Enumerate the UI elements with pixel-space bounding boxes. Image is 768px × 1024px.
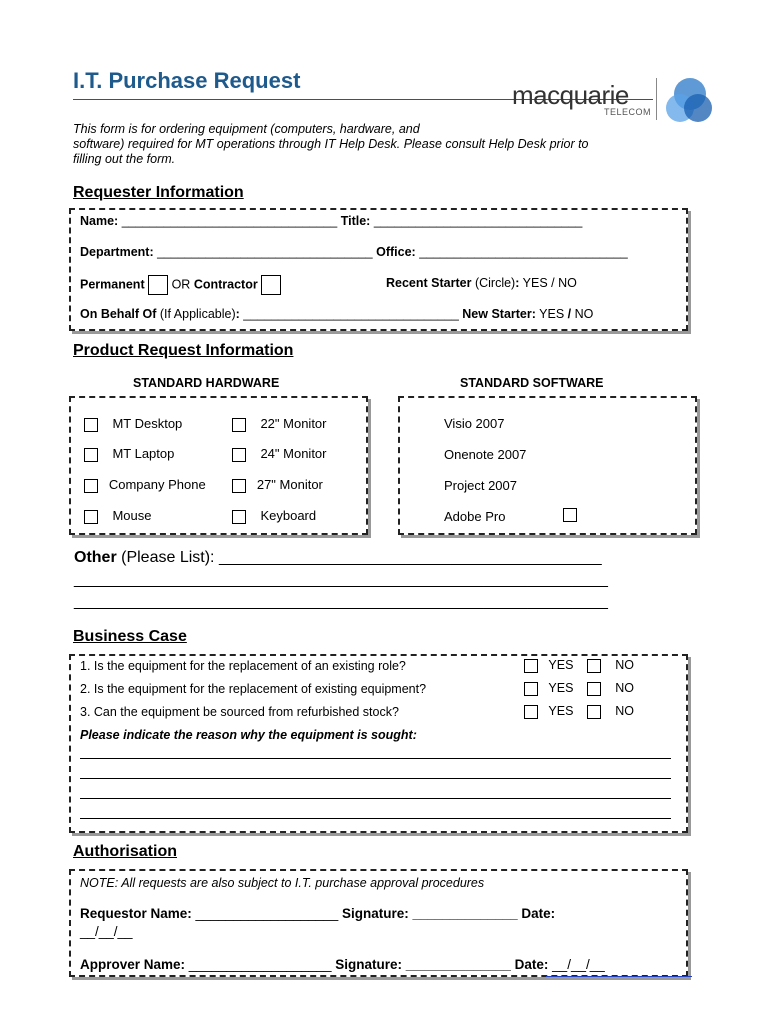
contractor-checkbox[interactable]	[261, 275, 281, 295]
behalf-field[interactable]: _______________________________	[243, 307, 459, 321]
adobe-pro-checkbox[interactable]	[563, 508, 577, 522]
q2-answers: YES NO	[524, 681, 634, 696]
name-field[interactable]: _______________________________	[121, 214, 338, 228]
requestor-signature-field[interactable]: ______________	[412, 906, 518, 921]
logo-divider	[656, 78, 657, 120]
q3-yes-checkbox[interactable]	[524, 705, 538, 719]
q1-yes-checkbox[interactable]	[524, 659, 538, 673]
department-field[interactable]: _______________________________	[157, 245, 373, 259]
behalf-row: On Behalf Of (If Applicable): _______________________________ New Starter: YES / NO	[80, 307, 594, 321]
q1-answers: YES NO	[524, 658, 634, 673]
q1-no-checkbox[interactable]	[587, 659, 601, 673]
software-item: Visio 2007	[444, 416, 505, 431]
software-item: Project 2007	[444, 478, 517, 493]
q2-yes-checkbox[interactable]	[524, 682, 538, 696]
product-heading: Product Request Information	[73, 342, 294, 359]
mouse-checkbox[interactable]	[84, 510, 98, 524]
question-2: 2. Is the equipment for the replacement of existing equipment?	[80, 682, 427, 696]
hardware-heading: STANDARD HARDWARE	[133, 376, 280, 390]
recent-starter-row: Recent Starter (Circle): YES / NO	[386, 276, 577, 290]
q3-no-checkbox[interactable]	[587, 705, 601, 719]
title-field[interactable]: ______________________________	[373, 214, 583, 228]
other-row: Other (Please List): ___________________________________________	[74, 549, 602, 566]
monitor-27-checkbox[interactable]	[232, 479, 246, 493]
question-1: 1. Is the equipment for the replacement of an existing role?	[80, 659, 406, 673]
name-row: Name: _______________________________ Title: ______________________________	[80, 214, 583, 228]
reason-line-4[interactable]	[80, 818, 671, 819]
authorisation-heading: Authorisation	[73, 843, 177, 860]
authorisation-note: NOTE: All requests are also subject to I.T. purchase approval procedures	[80, 876, 485, 890]
new-starter-no[interactable]: NO	[574, 307, 594, 321]
permanent-checkbox[interactable]	[148, 275, 168, 295]
business-case-heading: Business Case	[73, 628, 187, 645]
other-field-3[interactable]: ____________________________________________________________	[74, 593, 608, 610]
hardware-item[interactable]: 24" Monitor	[232, 446, 327, 462]
keyboard-checkbox[interactable]	[232, 510, 246, 524]
software-box	[398, 396, 697, 535]
software-item: Adobe Pro	[444, 509, 506, 524]
reason-line-3[interactable]	[80, 798, 671, 799]
office-field[interactable]: ______________________________	[419, 245, 628, 259]
other-field-1[interactable]: ___________________________________________	[218, 549, 602, 566]
requester-heading: Requester Information	[73, 184, 244, 201]
reason-line-1[interactable]	[80, 758, 671, 759]
monitor-22-checkbox[interactable]	[232, 418, 246, 432]
footer-link-underline	[546, 976, 692, 977]
question-3: 3. Can the equipment be sourced from refurbished stock?	[80, 705, 399, 719]
mt-desktop-checkbox[interactable]	[84, 418, 98, 432]
requestor-name-field[interactable]: ___________________	[195, 906, 339, 921]
reason-prompt: Please indicate the reason why the equipment is sought:	[80, 728, 417, 742]
software-item: Onenote 2007	[444, 447, 527, 462]
hardware-item[interactable]: 27" Monitor	[232, 477, 323, 493]
reason-line-2[interactable]	[80, 778, 671, 779]
q2-no-checkbox[interactable]	[587, 682, 601, 696]
logo-subtitle: TELECOM	[604, 107, 652, 117]
hardware-item[interactable]: Mouse	[84, 508, 151, 524]
hardware-item[interactable]: 22" Monitor	[232, 416, 327, 432]
approver-name-field[interactable]: ___________________	[188, 957, 332, 972]
monitor-24-checkbox[interactable]	[232, 448, 246, 462]
new-starter-yes[interactable]: YES	[539, 307, 565, 321]
approver-signature-field[interactable]: ______________	[405, 957, 511, 972]
employment-row: Permanent OR Contractor	[80, 275, 281, 295]
intro-text: This form is for ordering equipment (computers, hardware, and software) required for MT operations through IT Help Desk. Please consult Help Desk prior to filling out the form.	[73, 122, 589, 166]
q3-answers: YES NO	[524, 704, 634, 719]
form-title: I.T. Purchase Request	[73, 68, 301, 93]
approver-date-field[interactable]: __/__/__	[552, 957, 605, 972]
hardware-item[interactable]: MT Desktop	[84, 416, 182, 432]
hardware-item[interactable]: Keyboard	[232, 508, 316, 524]
department-row: Department: _______________________________ Office: ______________________________	[80, 245, 628, 259]
requestor-row: Requestor Name: ___________________ Signature: ______________ Date:	[80, 906, 556, 921]
hardware-item[interactable]: Company Phone	[84, 477, 206, 493]
other-field-2[interactable]: ____________________________________________________________	[74, 571, 608, 588]
software-heading: STANDARD SOFTWARE	[460, 376, 604, 390]
approver-row: Approver Name: ___________________ Signature: ______________ Date: __/__/__	[80, 957, 605, 972]
recent-starter-options[interactable]: YES / NO	[522, 276, 577, 290]
hardware-item[interactable]: MT Laptop	[84, 446, 174, 462]
mt-laptop-checkbox[interactable]	[84, 448, 98, 462]
requestor-date-field[interactable]: __/__/__	[80, 924, 133, 939]
company-phone-checkbox[interactable]	[84, 479, 98, 493]
logo-wordmark: macquarie	[512, 80, 629, 110]
